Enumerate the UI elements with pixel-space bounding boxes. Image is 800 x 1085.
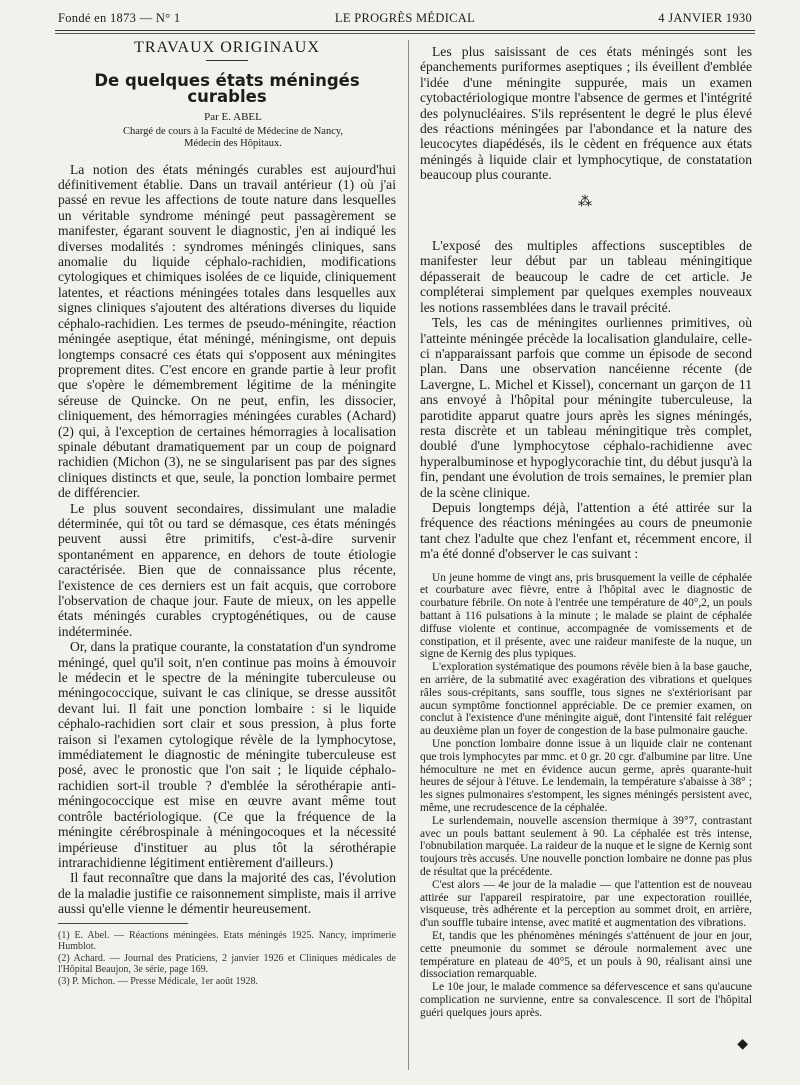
footnote: (2) Achard. — Journal des Praticiens, 2 janvier 1926 et Cliniques médicales de l'Hôpital Beaujon, 3e série, page 169. (58, 952, 396, 976)
footnote: (3) P. Michon. — Presse Médicale, 1er août 1928. (58, 975, 258, 987)
header-rule-thin (55, 33, 755, 34)
case-paragraph: Un jeune homme de vingt ans, pris brusquement la veille de céphalée et courbature avec fièvre, entre à l'hôpital avec le diagnostic de courbature fébrile. On note à l'entrée une température de 40°,2, un pouls battant à 116 pulsations à la minute ; le malade se plaint de céphalée diffuse violente et continue, accompagnée de vomissements et de constipation, et il présente, avec une raideur manifeste de la nuque, un signe de Kernig des plus typiques. (420, 571, 752, 661)
body-paragraph: Le plus souvent secondaires, dissimulant une maladie déterminée, qui tôt ou tard se démasque, ces états méningés peuvent aussi être primitifs, c'est-à-dire survenir spontanément en apparence, en dehors de toute étiologie caractérisée. Bien que de connaissance plus récente, l'existence de ces derniers est un fait acquis, que corrobore l'observation de chaque jour. Faute de mieux, on les appelle états méningés curables cryptogénétiques, ou de cause indéterminée. (58, 500, 396, 639)
case-paragraph: Le surlendemain, nouvelle ascension thermique à 39°7, contrastant avec un pouls battant seulement à 90. La céphalée est très intense, l'obnubilation marquée. La raideur de la nuque et le signe de Kernig sont toujours très accusés. Une nouvelle ponction lombaire ne donne pas plus de résultat que la précédente. (420, 814, 752, 878)
footnote-rule (58, 923, 188, 924)
article-byline: Par E. ABEL (204, 111, 262, 124)
right-column (420, 44, 752, 1053)
case-report (420, 572, 752, 1020)
body-paragraph: L'exposé des multiples affections susceptibles de manifester leur début par un tableau méningitique dépasserait de beaucoup le cadre de cet article. Je compléterai simplement par quelques exemples nouveaux les notions rassemblées dans le travail précité. (420, 238, 752, 315)
column-divider (408, 40, 409, 1070)
footnotes (58, 923, 396, 988)
header-founded: Fondé en 1873 — N° 1 (58, 11, 181, 25)
running-header (58, 8, 752, 30)
body-paragraph: La notion des états méningés curables est aujourd'hui définitivement établie. Dans un travail antérieur (1) où j'ai passé en revue les affections de toute nature dans lesquelles un véritable syndrome méningé peut passagèrement se manifester, égarant souvent le diagnostic, j'en ai indiqué les diverses modalités : syndromes méningés cliniques, sans anomalie du liquide céphalo-rachidien, modifications cytologiques et chimiques isolées de ce liquide, cliniquement latentes, et réactions méningées totales dans lesquelles aux signes cliniques s'ajoutent des altérations diverses du liquide céphalo-rachidien. Les termes de pseudo-méningite, réaction méningée aseptique, état méningé, méningisme, ont depuis longtemps consacré ces états qui s'opposent aux méningites proprement dites. C'est encore en grande partie à leur profit que s'opère le démembrement légitime de la méningite séreuse de Quincke. On ne peut, enfin, les dissocier, cliniquement, des hémorragies méningées curables (Achard) (2) qui, à l'exception de certaines hémorragies à localisation spinale débutant dramatiquement par un coup de poignard rachidien (Michon (3), ne se singularisent pas par des signes cliniques distincts et que, seule, la ponction lombaire permet de différencier. (58, 161, 396, 501)
case-paragraph: L'exploration systématique des poumons révèle bien à la base gauche, en arrière, de la submatité avec exagération des vibrations et quelques râles sous-crépitants, sans souffle, tous signes ne s'extériorisant par aucun symptôme fonctionnel appréciable. De ce premier examen, on conclut à l'existence d'une méningite aiguë, dont l'intensité fait reléguer au deuxième plan un foyer de congestion de la base pulmonaire gauche. (420, 661, 752, 738)
footnote: (1) E. Abel. — Réactions méningées. Etats méningés 1925. Nancy, imprimerie Humblot. (58, 929, 396, 953)
affiliation-line: Médecin des Hôpitaux. (184, 137, 282, 149)
section-rule (206, 60, 248, 61)
case-paragraph: Et, tandis que les phénomènes méningés s'atténuent de jour en jour, cette pneumonie du sommet se déroule normalement avec une température en plateau de 40°5, et un pouls à 90, réalisant ainsi une dissociation remarquable. (420, 929, 752, 981)
case-paragraph: Une ponction lombaire donne issue à un liquide clair ne contenant que trois lymphocytes par mmc. et 0 gr. 20 cgr. d'albumine par litre. Une hémoculture ne met en évidence aucun germe, après quarante-huit heures de séjour à l'étuve. Le lendemain, la température s'abaisse à 38° ; les signes pulmonaires s'estompent, les signes méningés persistent avec, même, une recrudescence de la céphalée. (420, 737, 752, 814)
section-separator: ⁂ (578, 194, 594, 210)
left-column (58, 40, 396, 988)
case-paragraph: Le 10e jour, le malade commence sa défervescence et sans qu'aucune complication ne survienne, entre sa convalescence. Il sort de l'hôpital guéri quelques jours après. (420, 981, 752, 1019)
body-paragraph: Depuis longtemps déjà, l'attention a été attirée sur la fréquence des réactions méningées au cours de pneumonie tant chez l'adulte que chez l'enfant et, récemment encore, il m'a été donné d'observer le cas suivant : (420, 499, 752, 562)
section-title: TRAVAUX ORIGINAUX (134, 39, 320, 56)
header-rule (55, 30, 755, 31)
article-title: De quelques états méningés curables (94, 71, 360, 106)
header-journal-title: LE PROGRÈS MÉDICAL (334, 11, 476, 25)
body-paragraph: Les plus saisissant de ces états méningés sont les épanchements puriformes aseptiques ; ils éveillent d'emblée l'idée d'une méningite suppurée, mais un examen cytobactériologique montre l'absence de germes et l'intégrité des polynucléaires. S'ils représentent le degré le plus élevé des réactions méningées par l'abondance et la nature des leucocytes diapédésés, ils le cèdent en fréquence aux états méningés à liquide clair et lymphocytique, de constatation beaucoup plus courante. (420, 44, 752, 183)
header-date: 4 JANVIER 1930 (658, 11, 752, 25)
author-affiliation (58, 126, 396, 150)
body-paragraph: Il faut reconnaître que dans la majorité des cas, l'évolution de la maladie justifie ce raisonnement simpliste, mais il arrive aussi qu'elle vienne le démentir heureusement. (58, 870, 396, 917)
body-paragraph: Tels, les cas de méningites ourliennes primitives, où l'atteinte méningée précède la localisation glandulaire, celle-ci n'apparaissant parfois que comme un épisode de second plan. Dans une observation nancéienne récente (de Lavergne, L. Michel et Kissel), concernant un garçon de 11 ans envoyé à l'hôpital pour méningite tuberculeuse, la parotidite apparut quatre jours après les signes méningés, resta discrète et un tableau méningitique très complet, doublé d'une lymphocytose céphalo-rachidienne avec hyperalbuminose et hypoglycorachie tint, du début jusqu'à la fin, pendant une évolution de trois semaines, le premier plan de la scène clinique. (420, 315, 752, 500)
fleuron-ornament: ◆ (737, 1037, 748, 1053)
affiliation-line: Chargé de cours à la Faculté de Médecine de Nancy, (122, 125, 344, 137)
case-paragraph: C'est alors — 4e jour de la maladie — que l'attention est de nouveau attirée sur l'appareil respiratoire, par une expectoration rouillée, visqueuse, très adhérente et la perception au sommet droit, en arrière, d'un souffle tubaire intense, avec matité et augmentation des vibrations. (420, 878, 752, 930)
body-paragraph: Or, dans la pratique courante, la constatation d'un syndrome méningé, quel qu'il soit, n'en continue pas moins à émouvoir le médecin et le spectre de la méningite tuberculeuse ou méningococcique, suivant le cas clinique, se dresse aussitôt devant lui. Il fait une ponction lombaire : si le liquide céphalo-rachidien sort clair et sous pression, à plus forte raison si l'examen cytologique révèle de la lymphocytose, immédiatement le diagnostic de méningite tuberculeuse est posé, avec le pronostic que l'on sait ; le liquide céphalo-rachidien sort-il trouble ? d'emblée la sérothérapie anti-méningococcique est mise en œuvre avant même tout contrôle bactériologique. (Ce que la fréquence de la méningite cérébrospinale à méningocoques et la nécessité impérieuse d'instituer au plus tôt la sérothérapie intrarachidienne légitiment entièrement d'ailleurs.) (58, 639, 396, 870)
